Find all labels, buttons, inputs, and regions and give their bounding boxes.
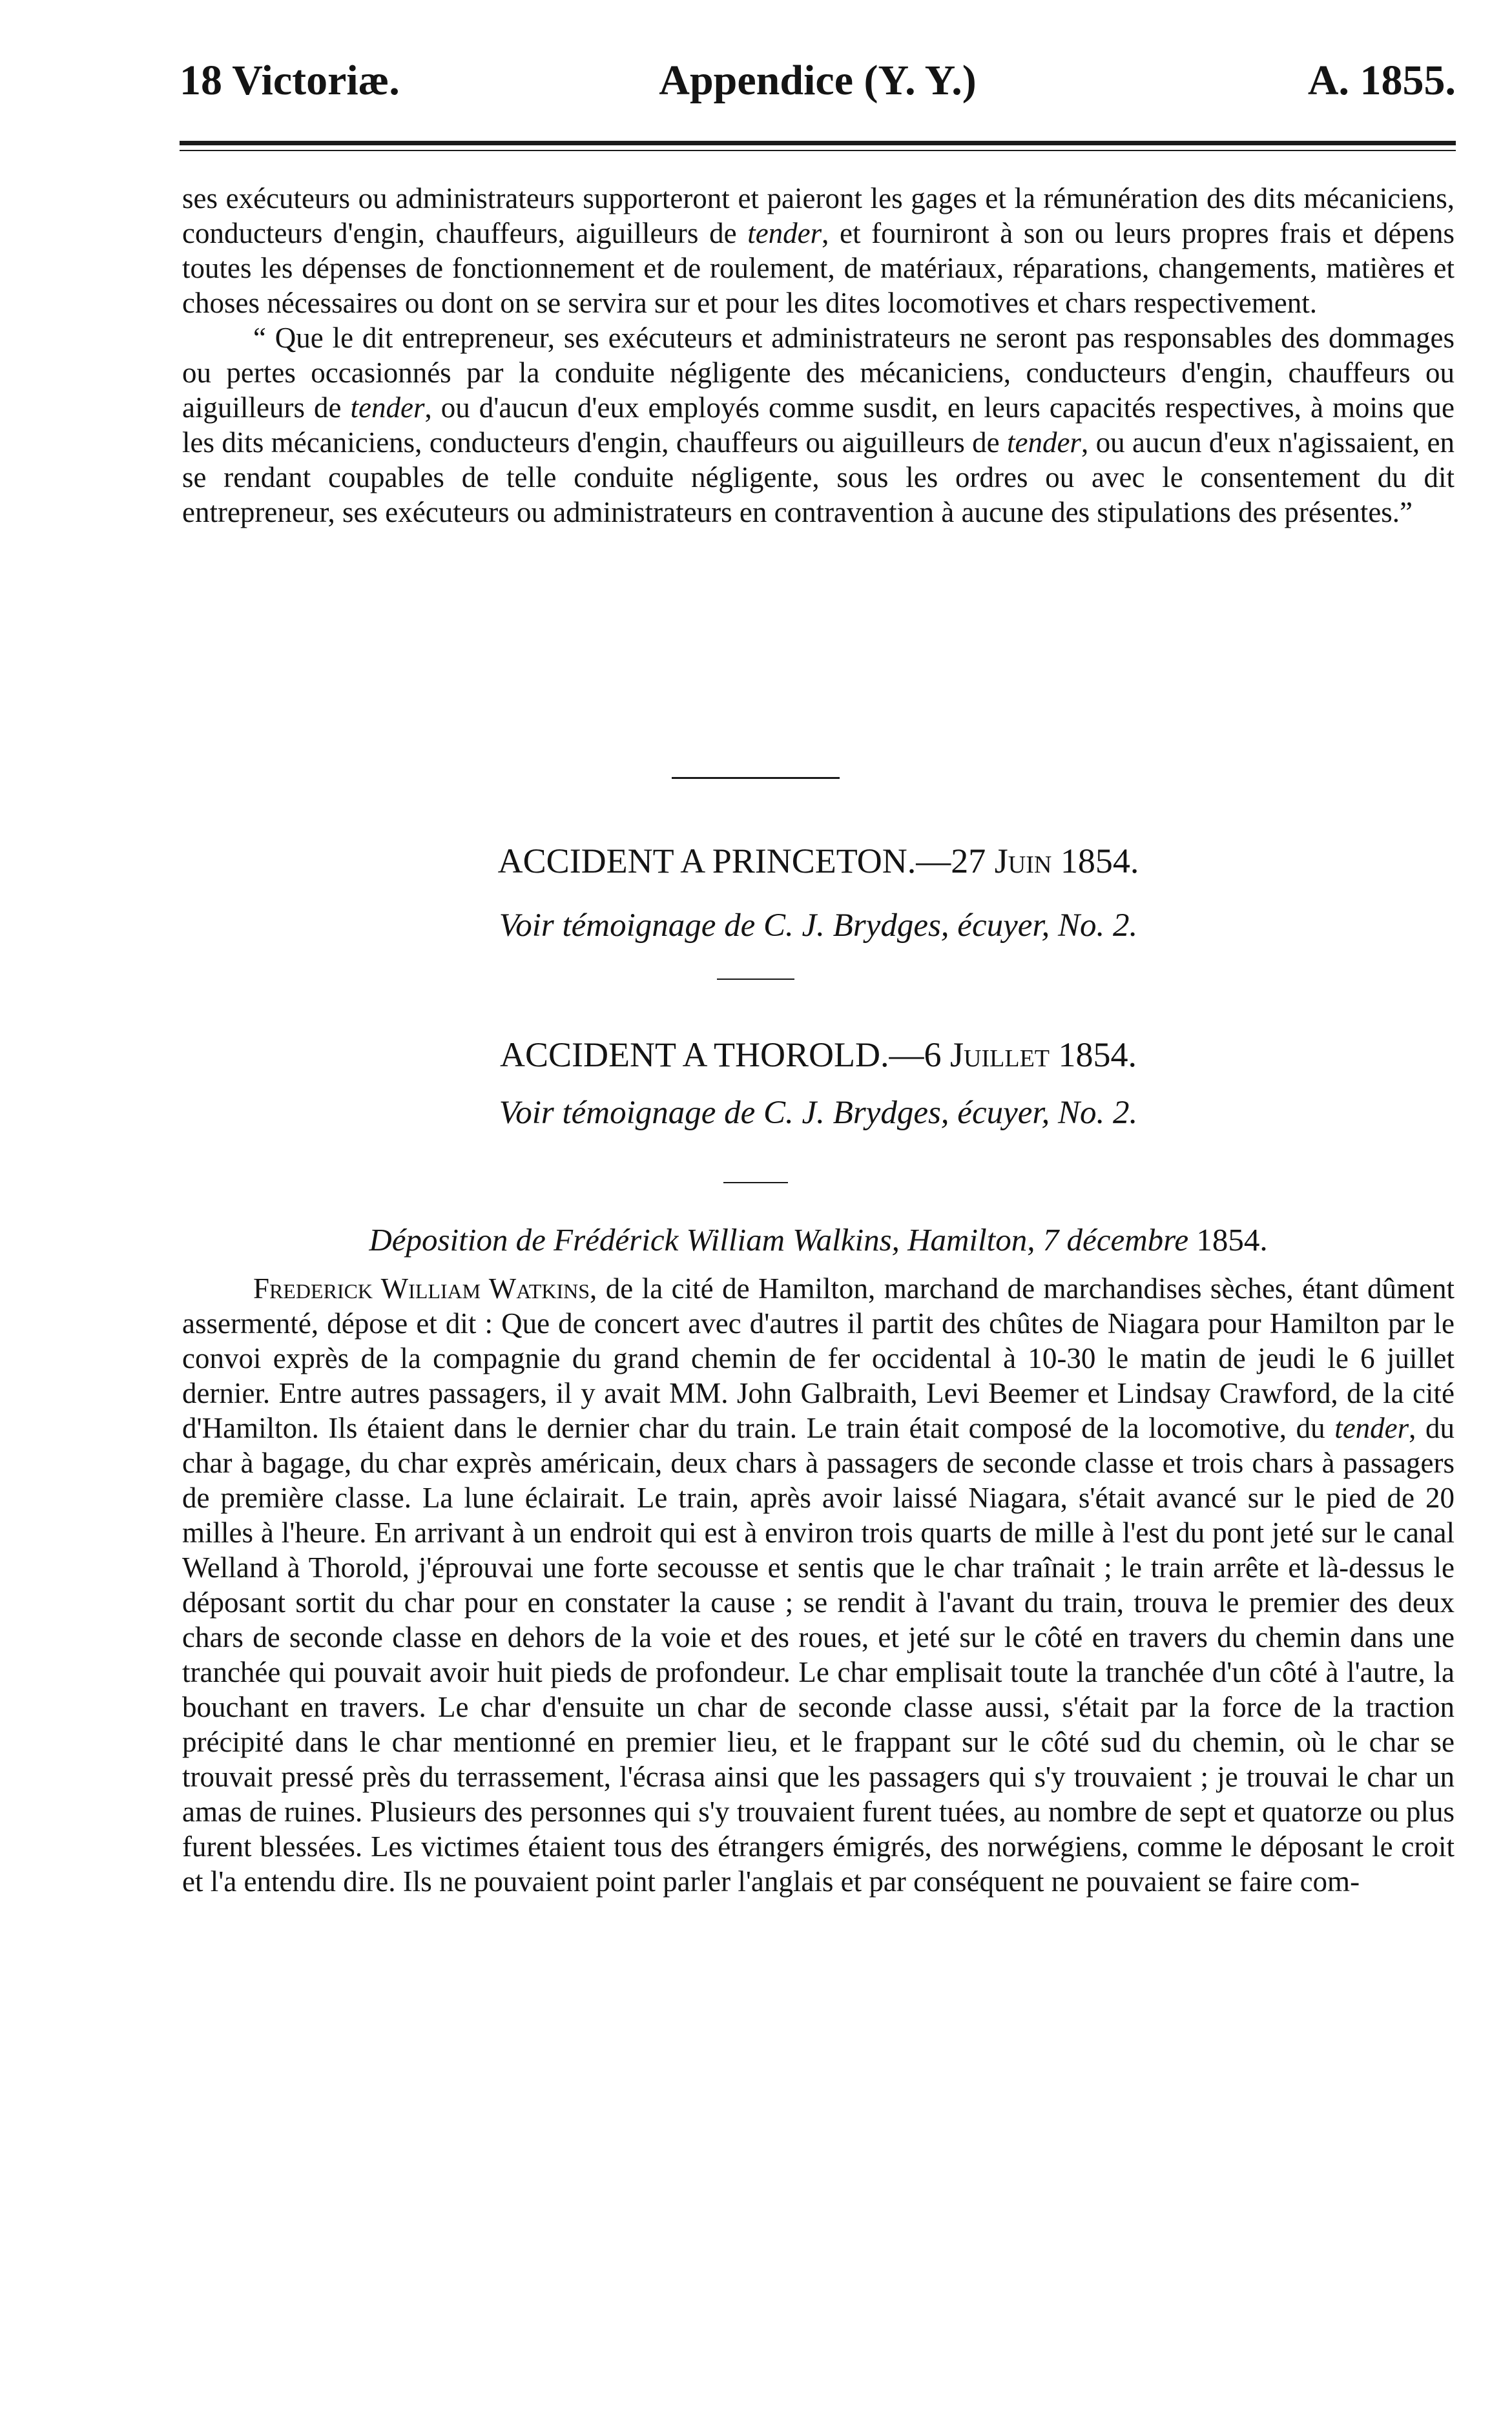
header-rule-thick bbox=[180, 141, 1456, 145]
paragraph-text: , ou aucun d'eux n'agissaient, en se rendant coupables de telle conduite négligente, sous les ordres ou avec le consentement du dit entrepreneur, ses exécuteurs ou administrateurs en contravention à aucune des stipulations des présentes.” bbox=[182, 426, 1455, 528]
italic-term: tender bbox=[747, 217, 822, 249]
paragraph-text: , ou d'aucun d'eux employés comme susdit, en leurs capacités respectives, à moins que les dits mécaniciens, conducteurs d'engin, chauffeurs ou aiguilleurs de bbox=[182, 391, 1455, 459]
paragraph-expenses bbox=[182, 181, 1455, 320]
running-head-left: 18 Victoriæ. bbox=[180, 57, 400, 104]
italic-term: tender bbox=[1334, 1412, 1409, 1444]
paragraph-text: , et fourniront à son ou leurs propres frais et dépens toutes les dépenses de fonctionnement et de roulement, de matériaux, réparations, changements, matières et choses nécessaires ou dont on se servira sur et pour les dites locomotives et chars respectivement. bbox=[182, 217, 1455, 319]
heading-month: Juillet bbox=[950, 1035, 1050, 1074]
header-rule-thin bbox=[180, 150, 1456, 151]
deponent-name: Frederick William Watkins bbox=[253, 1272, 590, 1305]
heading-year: 1854. bbox=[1051, 842, 1139, 880]
paragraph-text: , de la cité de Hamilton, marchand de marchandises sèches, étant dûment assermenté, dépose et dit : Que de concert avec d'autres il partit des chûtes de Niagara pour Hamilton par le convoi exprès de la compagnie du grand chemin de fer occidental à 10-30 le matin de jeudi le 6 juillet dernier. Entre autres passagers, il y avait MM. John Galbraith, Levi Beemer et Lindsay Crawford, de la cité d'Hamilton. Ils étaient dans le dernier char du train. Le train était composé de la locomotive, du bbox=[182, 1272, 1455, 1444]
heading-title: ACCIDENT A PRINCETON.—27 bbox=[497, 842, 995, 880]
paragraph-text: , du char à bagage, du char exprès américain, deux chars à passagers de seconde classe et trois chars à passagers de première classe. La lune éclairait. Le train, après avoir laissé Niagara, s'était avancé sur le pied de 20 milles à l'heure. En arrivant à un endroit qui est à environ trois quarts de mille à l'est du pont jeté sur le canal Welland à Thorold, j'éprouvai une forte secousse et sentis que le char traînait ; le train arrête et là-dessus le déposant sortit du char pour en constater la cause ; se rendit à l'avant du train, trouva le premier des deux chars de seconde classe en dehors de la voie et des roues, et jeté sur le côté en travers du chemin dans une tranchée qui pouvait avoir huit pieds de profondeur. Le char emplisait toute la tranchée d'un côté à l'autre, la bouchant en travers. Le char d'ensuite un char de seconde classe aussi, s'était par la force de la traction précipité dans le char mentionné en premier lieu, et le frappant sur le côté sud du chemin, où le char se trouvait pressé près du terrassement, l'écrasa ainsi que les passagers qui s'y trouvaient ; je trouvai le char un amas de ruines. Plusieurs des personnes qui s'y trouvaient furent tuées, au nombre de sept et quatorze ou plus furent blessées. Les victimes étaient tous des étrangers émigrés, des norwégiens, comme le déposant le croit et l'a entendu dire. Ils ne pouvaient point parler l'anglais et par conséquent ne pouvaient se faire com- bbox=[182, 1412, 1455, 1898]
accident-thorold-reference: Voir témoignage de C. J. Brydges, écuyer, No. 2. bbox=[499, 1095, 1138, 1131]
paragraph-text: ses exécuteurs ou administrateurs supporteront et paieront les gages et la rémunération des dits mécaniciens, conducteurs d'engin, chauffeurs, aiguilleurs de bbox=[182, 182, 1455, 249]
running-head-center: Appendice (Y. Y.) bbox=[659, 57, 977, 104]
section-separator bbox=[672, 777, 840, 779]
accident-princeton-heading bbox=[182, 838, 1455, 884]
contract-clauses bbox=[182, 181, 1455, 530]
short-separator bbox=[723, 1182, 788, 1183]
deposition-body bbox=[182, 1271, 1455, 1899]
heading-title: ACCIDENT A THOROLD.—6 bbox=[499, 1035, 951, 1074]
heading-year: 1854. bbox=[1050, 1035, 1137, 1074]
accident-princeton-reference: Voir témoignage de C. J. Brydges, écuyer, No. 2. bbox=[499, 907, 1138, 944]
deposition-heading bbox=[182, 1219, 1455, 1261]
italic-term: tender bbox=[350, 391, 425, 424]
accident-thorold-heading bbox=[182, 1032, 1455, 1077]
deposition-title: Déposition de Frédérick William Walkins, Hamilton, 7 décembre bbox=[369, 1222, 1189, 1258]
running-head-right: A. 1855. bbox=[1307, 57, 1456, 104]
running-head bbox=[180, 45, 1456, 116]
deposition-year: 1854. bbox=[1188, 1222, 1268, 1258]
paragraph-testimony bbox=[182, 1271, 1455, 1899]
short-separator bbox=[717, 979, 794, 980]
italic-term: tender bbox=[1006, 426, 1081, 459]
paragraph-liability bbox=[182, 320, 1455, 530]
paragraph-text: “ Que le dit entrepreneur, ses exécuteurs et administrateurs ne seront pas responsables des dommages ou pertes occasionnés par la conduite négligente des mécaniciens, conducteurs d'engin, chauffeurs ou aiguilleurs de bbox=[182, 322, 1455, 424]
heading-month: Juin bbox=[994, 842, 1052, 880]
